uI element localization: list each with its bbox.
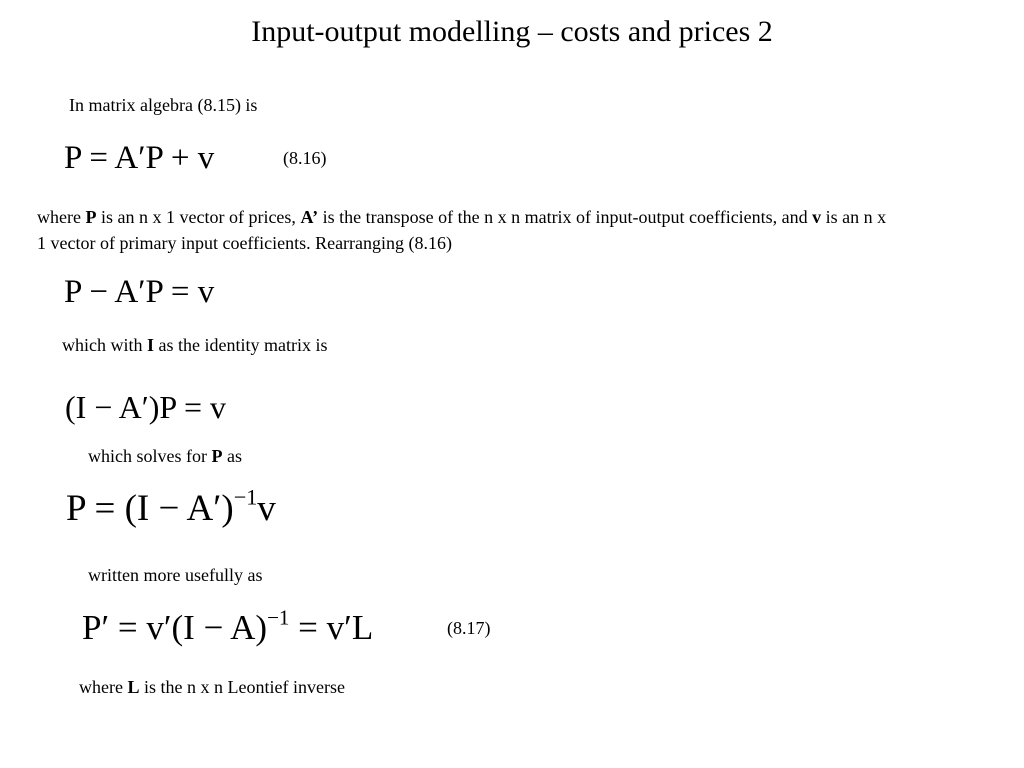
eq5-post: = v′L [289,608,374,647]
identity-bold: I [147,335,155,355]
leontief-bold: L [127,677,140,697]
equation-label-8-16: (8.16) [283,148,327,168]
para-text-4: is an n x 1 vector of primary input coefficients. Rearranging (8.16) [37,207,887,253]
solves-post: as [222,446,242,466]
equation-identity: (I − A′)P = v [65,389,227,425]
useful-text: written more usefully as [88,565,263,585]
equation-8-16: P = A′P + v [64,140,215,176]
para-text-1: where [37,207,86,227]
equation-8-17 [82,605,374,647]
equation-label-8-17: (8.17) [447,618,491,638]
solves-pre: which solves for [88,446,212,466]
equation-rearranged: P − A′P = v [64,274,215,310]
slide-title: Input-output modelling – costs and prices 2 [251,15,773,48]
para-bold-v: v [812,207,822,227]
eq4-pre: P = (I − A′) [66,488,234,529]
solves-bold: P [211,446,223,466]
para-text-3: is the transpose of the n x n matrix of input-output coefficients, and [318,207,813,227]
solves-text [88,444,242,468]
para-text-2: is an n x 1 vector of prices, [96,207,301,227]
equation-solution [66,484,276,529]
intro-text: In matrix algebra (8.15) is [69,95,258,115]
identity-text [62,333,328,357]
leontief-text [79,675,345,699]
eq5-pre: P′ = v′(I − A) [82,608,268,647]
identity-pre: which with [62,335,147,355]
identity-post: as the identity matrix is [154,335,328,355]
leontief-post: is the n x n Leontief inverse [139,677,345,697]
para-bold-p: P [85,207,97,227]
definition-paragraph [37,204,897,256]
eq5-sup: −1 [267,605,290,630]
leontief-pre: where [79,677,128,697]
eq4-sup: −1 [233,484,258,510]
para-bold-a: A’ [300,207,319,227]
eq4-post: v [257,488,276,529]
